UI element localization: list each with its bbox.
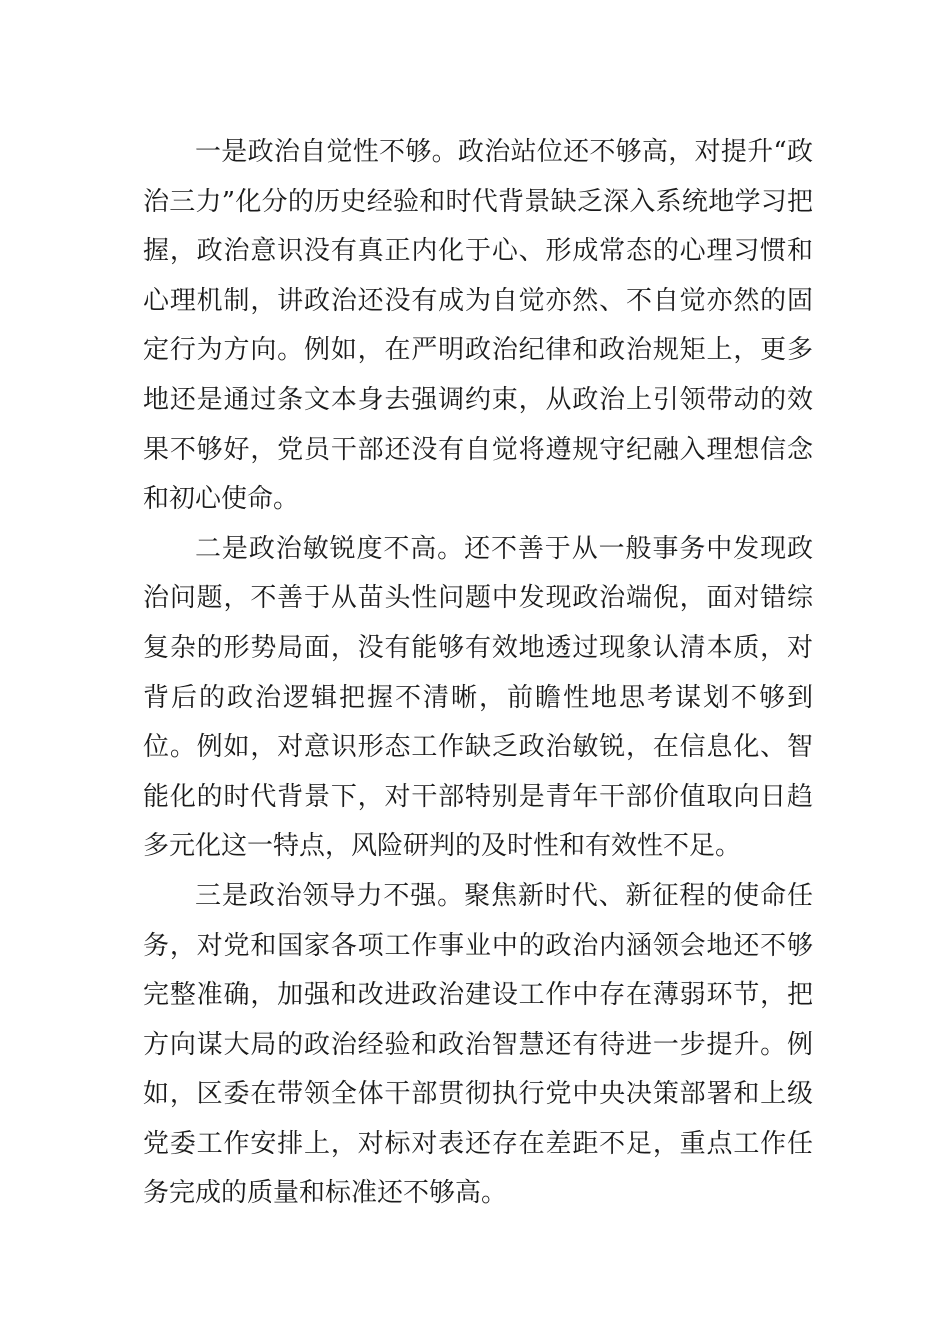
document-body [143, 128, 813, 1219]
paragraph-political-awareness: 一是政治自觉性不够。政治站位还不够高，对提升“政治三力”化分的历史经验和时代背景缺乏深入系统地学习把握，政治意识没有真正内化于心、形成常态的心理习惯和心理机制，讲政治还没有成为自觉亦然、不自觉亦然的固定行为方向。例如，在严明政治纪律和政治规矩上，更多地还是通过条文本身去强调约束，从政治上引领带动的效果不够好，党员干部还没有自觉将遵规守纪融入理想信念和初心使命。 [143, 137, 813, 515]
paragraph-political-leadership: 三是政治领导力不强。聚焦新时代、新征程的使命任务，对党和国家各项工作事业中的政治内涵领会地还不够完整准确，加强和改进政治建设工作中存在薄弱环节，把方向谋大局的政治经验和政治智慧还有待进一步提升。例如，区委在带领全体干部贯彻执行党中央决策部署和上级党委工作安排上，对标对表还存在差距不足，重点工作任务完成的质量和标准还不够高。 [143, 880, 813, 1209]
paragraph-political-sensitivity: 二是政治敏锐度不高。还不善于从一般事务中发现政治问题，不善于从苗头性问题中发现政治端倪，面对错综复杂的形势局面，没有能够有效地透过现象认清本质，对背后的政治逻辑把握不清晰，前瞻性地思考谋划不够到位。例如，对意识形态工作缺乏政治敏锐，在信息化、智能化的时代背景下，对干部特别是青年干部价值取向日趋多元化这一特点，风险研判的及时性和有效性不足。 [143, 533, 813, 862]
